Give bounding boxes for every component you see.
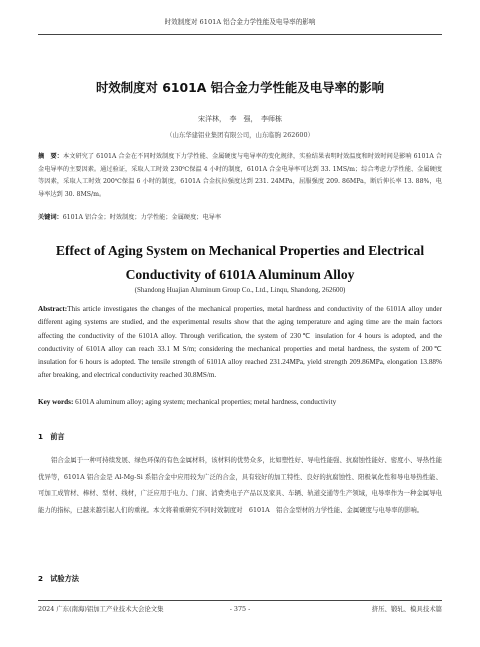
- paper-title-cn: 时效制度对 6101A 铝合金力学性能及电导率的影响: [95, 80, 385, 95]
- keywords-cn-label: 关键词：: [38, 214, 63, 221]
- running-header: [38, 10, 442, 35]
- page-footer: [38, 600, 442, 617]
- keywords-en-label: Key words:: [38, 398, 74, 406]
- keywords-en: [38, 396, 442, 409]
- abstract-en-text: This article investigates the changes of the mechanical properties, metal hardness and conductivity of the 6101A alloy under different aging systems are studied, and the experimental results show that the aging temperature and aging time are the main factors affecting the conductivity of the 6101A alloy. Through verification, the system of 230℃ insulation for 4 hours is adopted, and the conductivity of 6101A alloy can reach 33.1 M S/m; considering the mechanical properties and metal hardness, the system of 200℃ insulation for 6 hours is adopted. The tensile strength of 6101A alloy reached 231.24MPa, yield strength 209.86MPa, elongation 13.88% after breaking, and electrical conductivity reached 30.8MS/m.: [38, 305, 442, 380]
- affiliation-en: (Shandong Huajian Aluminum Group Co., Ltd., Linqu, Shandong, 262600): [134, 286, 346, 294]
- abstract-en-label: Abstract:: [38, 305, 68, 313]
- footer-section: 挤压、锻轧、模具技术篇: [371, 605, 442, 613]
- section-1-body: 铝合金属于一种可持续发展、绿色环保的有色金属材料，该材料的优势众多，比如塑性好、导电性能强、抗腐蚀性能好、密度小、导热性能优异等，6101A 铝合金是 Al-Mg-Si 系铝合金中应用较为广泛的合金，具有较好的加工特性、良好的抗腐蚀性、阳极氧化性和导电导热性能、可加工成管材、棒材、型材、线材，广泛应用于电力、门窗、消费类电子产品以及家具、车辆、轨道交通等生产领域，电导率作为一种金属导电能力的指标，已越来越引起人们的重视。本文将着重研究不同时效制度对 6101A 铝合金型材的力学性能、金属硬度与电导率的影响。: [38, 456, 442, 514]
- keywords-en-text: 6101A aluminum alloy; aging system; mechanical properties; metal hardness, conductivity: [75, 398, 337, 406]
- page-number: - 375 -: [229, 605, 251, 613]
- abstract-cn: [38, 151, 442, 201]
- abstract-cn-label: 摘 要：: [38, 153, 63, 160]
- footer-proceedings: 2024 广东(南海)铝加工产业技术大会论文集: [38, 605, 164, 613]
- section-2-heading: 2 试验方法: [38, 574, 79, 583]
- keywords-cn-text: 6101A 铝合金；时效制度；力学性能；金属硬度；电导率: [62, 214, 222, 221]
- authors-cn: 宋洋林， 李 强， 李师栋: [198, 115, 282, 123]
- abstract-cn-text: 本文研究了 6101A 合金在不同时效制度下力学性能、金属硬度与电导率的变化规律，实验结果表明时效温度和时效时间是影响 6101A 合金电导率的主要因素。通过验证，采取人工时效 230℃保温 4 小时的制度，6101A 合金电导率可达到 33. 1MS/m；综合考虑力学性能、金属硬度等因素，采取人工时效 200℃保温 6 小时的制度，6101A 合金抗拉强度达到 231. 24MPa，屈服强度 209. 86MPa，断后伸长率 13. 88%，电导率达到 30. 8MS/m。: [38, 153, 442, 198]
- keywords-cn: [38, 212, 442, 225]
- paper-title-en: Effect of Aging System on Mechanical Properties and Electrical Conductivity of 6101A Aluminum Alloy: [55, 243, 425, 282]
- section-1-heading: 1 前言: [38, 432, 65, 441]
- abstract-en: [38, 303, 442, 383]
- running-title: 时效制度对 6101A 铝合金力学性能及电导率的影响: [164, 18, 316, 26]
- affiliation-cn: （山东华建铝业集团有限公司，山东临朐 262600）: [166, 131, 314, 139]
